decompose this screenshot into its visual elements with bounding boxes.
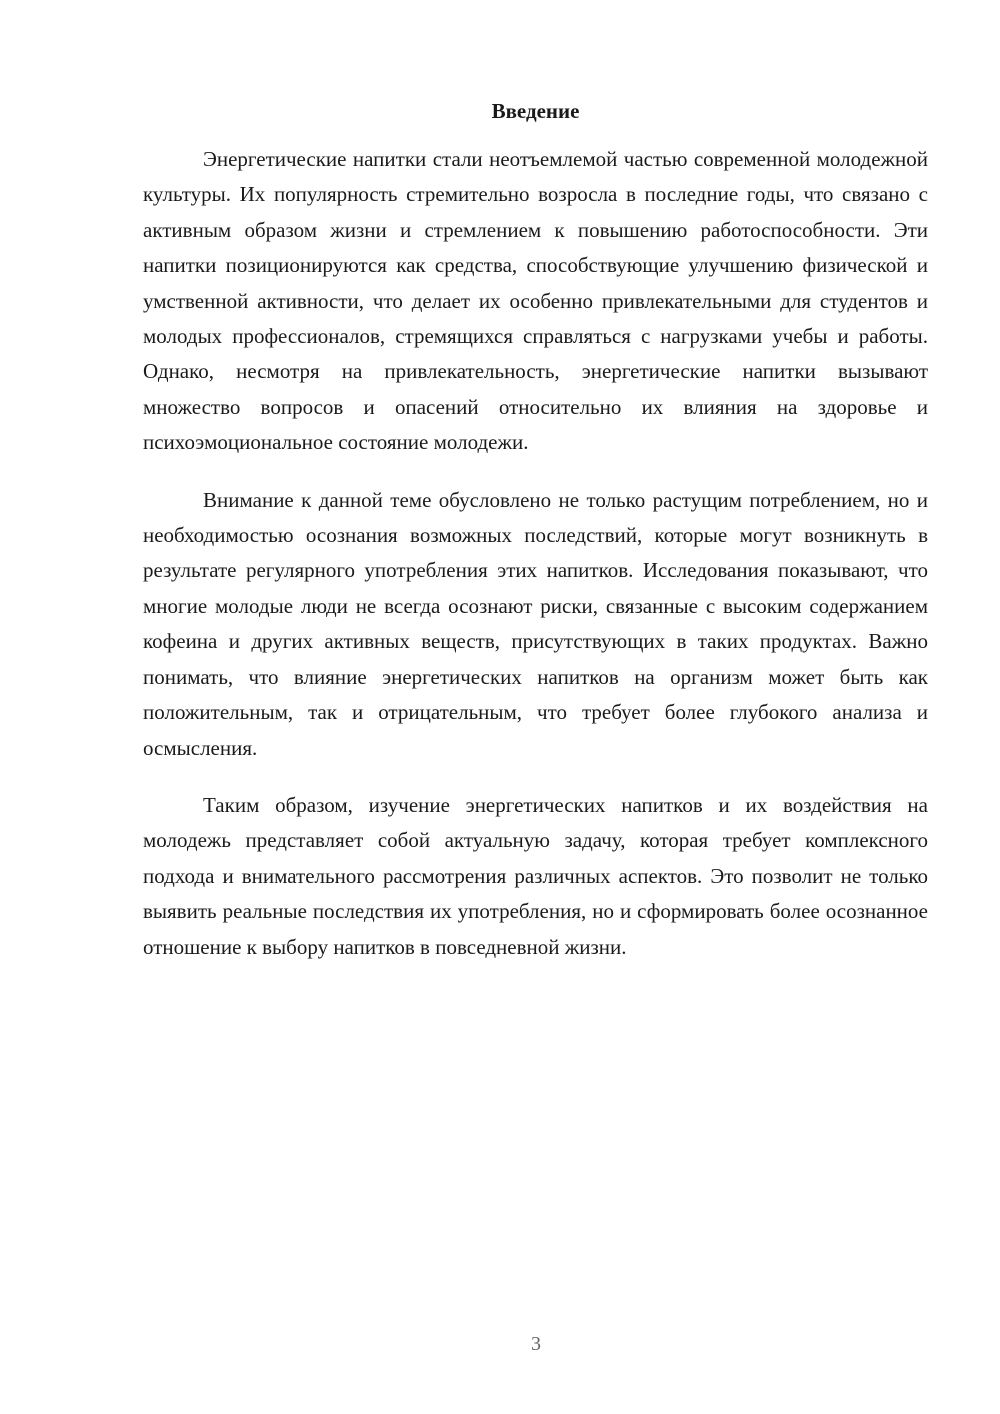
- paragraph-3: Таким образом, изучение энергетических напитков и их воздействия на молодежь представляет собой актуальную задачу, которая требует комплексного подхода и внимательного рассмотрения различных аспектов. Это позволит не только выявить реальные последствия их употребления, но и сформировать более осознанное отношение к выбору напитков в повседневной жизни.: [143, 792, 928, 959]
- paragraph-2: Внимание к данной теме обусловлено не только растущим потреблением, но и необходимостью осознания возможных последствий, которые могут возникнуть в результате регулярного употребления этих напитков. Исследования показывают, что многие молодые люди не всегда осознают риски, связанные с высоким содержанием кофеина и других активных веществ, присутствующих в таких продуктах. Важно понимать, что влияние энергетических напитков на организм может быть как положительным, так и отрицательным, что требует более глубокого анализа и осмысления.: [143, 487, 928, 760]
- paragraph-1: Энергетические напитки стали неотъемлемой частью современной молодежной культуры. Их популярность стремительно возросла в последние годы, что связано с активным образом жизни и стремлением к повышению работоспособности. Эти напитки позиционируются как средства, способствующие улучшению физической и умственной активности, что делает их особенно привлекательными для студентов и молодых профессионалов, стремящихся справляться с нагрузками учебы и работы. Однако, несмотря на привлекательность, энергетические напитки вызывают множество вопросов и опасений относительно их влияния на здоровье и психоэмоциональное состояние молодежи.: [143, 147, 928, 455]
- page-number: 3: [531, 1333, 541, 1355]
- document-body: [143, 142, 928, 987]
- section-title: Введение: [491, 99, 580, 123]
